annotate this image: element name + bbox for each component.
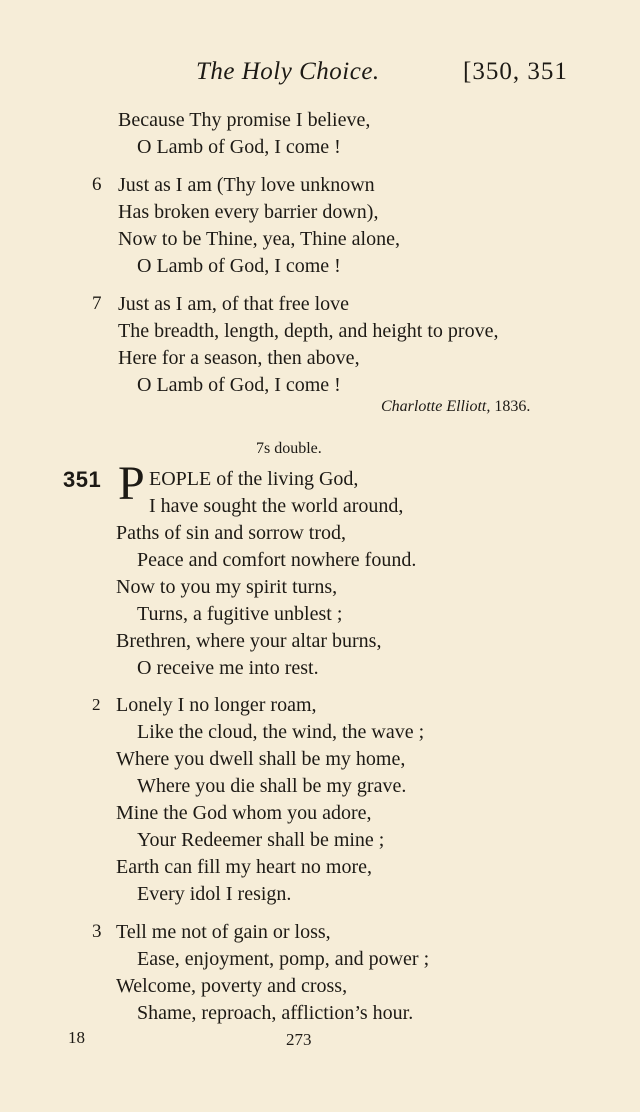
verse-line: O Lamb of God, I come ! [137, 255, 341, 277]
verse-line: Tell me not of gain or loss, [116, 921, 331, 943]
verse-line: O receive me into rest. [137, 657, 319, 679]
verse-line: Where you dwell shall be my home, [116, 748, 406, 770]
verse-line: Turns, a fugitive unblest ; [137, 603, 343, 625]
attribution-year: 1836. [494, 398, 531, 415]
verse-line: Earth can fill my heart no more, [116, 856, 373, 878]
verse-line: Has broken every barrier down), [118, 201, 379, 223]
verse-line: Because Thy promise I believe, [118, 109, 371, 131]
verse-line: Brethren, where your altar burns, [116, 630, 382, 652]
verse-number: 3 [92, 921, 102, 942]
verse-line: Now to you my spirit turns, [116, 576, 338, 598]
verse-line: O Lamb of God, I come ! [137, 136, 341, 158]
drop-cap: P [118, 457, 145, 510]
verse-line: Like the cloud, the wind, the wave ; [137, 721, 425, 743]
meter-label: 7s double. [256, 440, 322, 457]
verse-line: Shame, reproach, affliction’s hour. [137, 1002, 414, 1024]
verse-line: Now to be Thine, yea, Thine alone, [118, 228, 400, 250]
verse-line: Lonely I no longer roam, [116, 694, 317, 716]
verse-line: Here for a season, then above, [118, 347, 360, 369]
verse-line: Mine the God whom you adore, [116, 802, 372, 824]
verse-line: I have sought the world around, [149, 495, 404, 517]
verse-line: Peace and comfort nowhere found. [137, 549, 417, 571]
page-number: 273 [286, 1030, 312, 1049]
attribution-author: Charlotte Elliott, [381, 398, 491, 415]
verse-line: Your Redeemer shall be mine ; [137, 829, 385, 851]
signature-mark: 18 [68, 1028, 85, 1047]
verse-line: Welcome, poverty and cross, [116, 975, 348, 997]
running-title: The Holy Choice. [196, 58, 380, 85]
verse-number: 6 [92, 174, 102, 195]
hymn-range: [350, 351 [463, 58, 568, 85]
verse-number: 2 [92, 695, 101, 714]
verse-line: The breadth, length, depth, and height to prove, [118, 320, 499, 342]
verse-line: Just as I am, of that free love [118, 293, 350, 315]
verse-line: Where you die shall be my grave. [137, 775, 407, 797]
verse-line: Paths of sin and sorrow trod, [116, 522, 346, 544]
hymn-number: 351 [63, 467, 102, 492]
verse-line: Ease, enjoyment, pomp, and power ; [137, 948, 430, 970]
verse-line: EOPLE of the living God, [149, 468, 359, 490]
attribution [381, 398, 530, 416]
verse-number: 7 [92, 293, 102, 314]
verse-line: Every idol I resign. [137, 883, 292, 905]
verse-line: Just as I am (Thy love unknown [118, 174, 375, 196]
verse-line: O Lamb of God, I come ! [137, 374, 341, 396]
